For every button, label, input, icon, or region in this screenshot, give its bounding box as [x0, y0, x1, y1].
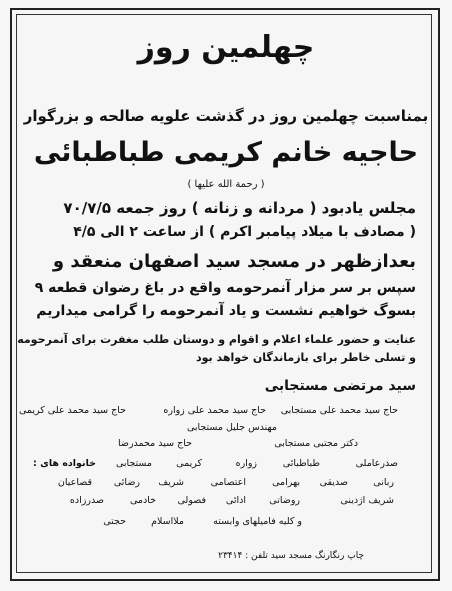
family-name: خادمی [129, 495, 156, 506]
blessing-text: ( رحمة الله علیها ) [187, 179, 265, 190]
relative-name: مهندس جلیل مستجابی [186, 422, 277, 433]
families-label: خانواده های : [33, 458, 96, 469]
relative-name: دکتر مجتبی مستجابی [274, 438, 358, 449]
family-name: زواره [235, 458, 257, 469]
relative-name: حاج سید محمد علی زواره [163, 405, 266, 416]
relative-name: حاج سید محمد علی کریمی [18, 405, 126, 416]
ceremony-line-6: عنایت و حضور علماء اعلام و اقوام و دوستان طلب مغفرت برای آنمرحومه [17, 333, 416, 346]
family-name: قصاعیان [57, 477, 92, 488]
family-name: ملااسلام [151, 516, 184, 527]
notice-title: چهلمین روز [137, 30, 315, 65]
ceremony-line-4: سپس بر سر مزار آنمرحومه واقع در باغ رضوان قطعه ۹ [34, 280, 416, 296]
ceremony-line-3: بعدازظهر در مسجد سید اصفهان منعقد و [52, 251, 416, 272]
family-name: مستجابی [115, 458, 152, 469]
family-name: طباطبائی [282, 458, 320, 469]
mourner-name: سید مرتضی مستجابی [264, 378, 416, 394]
family-name: فصولی [177, 495, 206, 506]
family-name: اعتصامی [210, 477, 246, 488]
family-name: ربانی [373, 477, 394, 488]
ceremony-line-2: ( مصادف با میلاد پیامبر اکرم ) از ساعت ۲ الی ۴/۵ [73, 224, 416, 240]
printer-footer: چاپ رنگارنگ مسجد سید تلفن : ۲۳۴۱۴ [218, 551, 364, 561]
deceased-name: حاجیه خانم کریمی طباطبائی [33, 137, 419, 168]
family-name: شریف [158, 477, 184, 488]
family-name: صدیقی [319, 477, 348, 488]
family-name: حجتی [103, 516, 126, 527]
ceremony-line-5: بسوگ خواهیم نشست و یاد آنمرحومه را گرامی میداریم [36, 303, 416, 319]
family-name: روضاتی [269, 495, 300, 506]
ceremony-line-7: و تسلی خاطر برای بازماندگان خواهد بود [195, 351, 416, 364]
occasion-line: بمناسبت چهلمین روز در گذشت علویه صالحه و بزرگوار [23, 107, 429, 125]
ceremony-line-1: مجلس یادبود ( مردانه و زنانه ) روز جمعه ۷۰/۷/۵ [63, 199, 416, 217]
family-name: صدرزاده [69, 495, 104, 506]
family-name: بهرامی [272, 477, 300, 488]
family-name: رضائی [113, 477, 140, 488]
family-name: کریمی [176, 458, 202, 469]
family-name: و کلیه فامیلهای وابسته [213, 516, 302, 527]
relative-name: حاج سید محمد علی مستجابی [280, 405, 398, 416]
family-name: شریف اژدینی [340, 495, 394, 506]
family-name: صدرعاملی [355, 458, 398, 469]
family-name: ادائی [225, 495, 246, 506]
relative-name: حاج سید محمدرضا [117, 438, 192, 449]
